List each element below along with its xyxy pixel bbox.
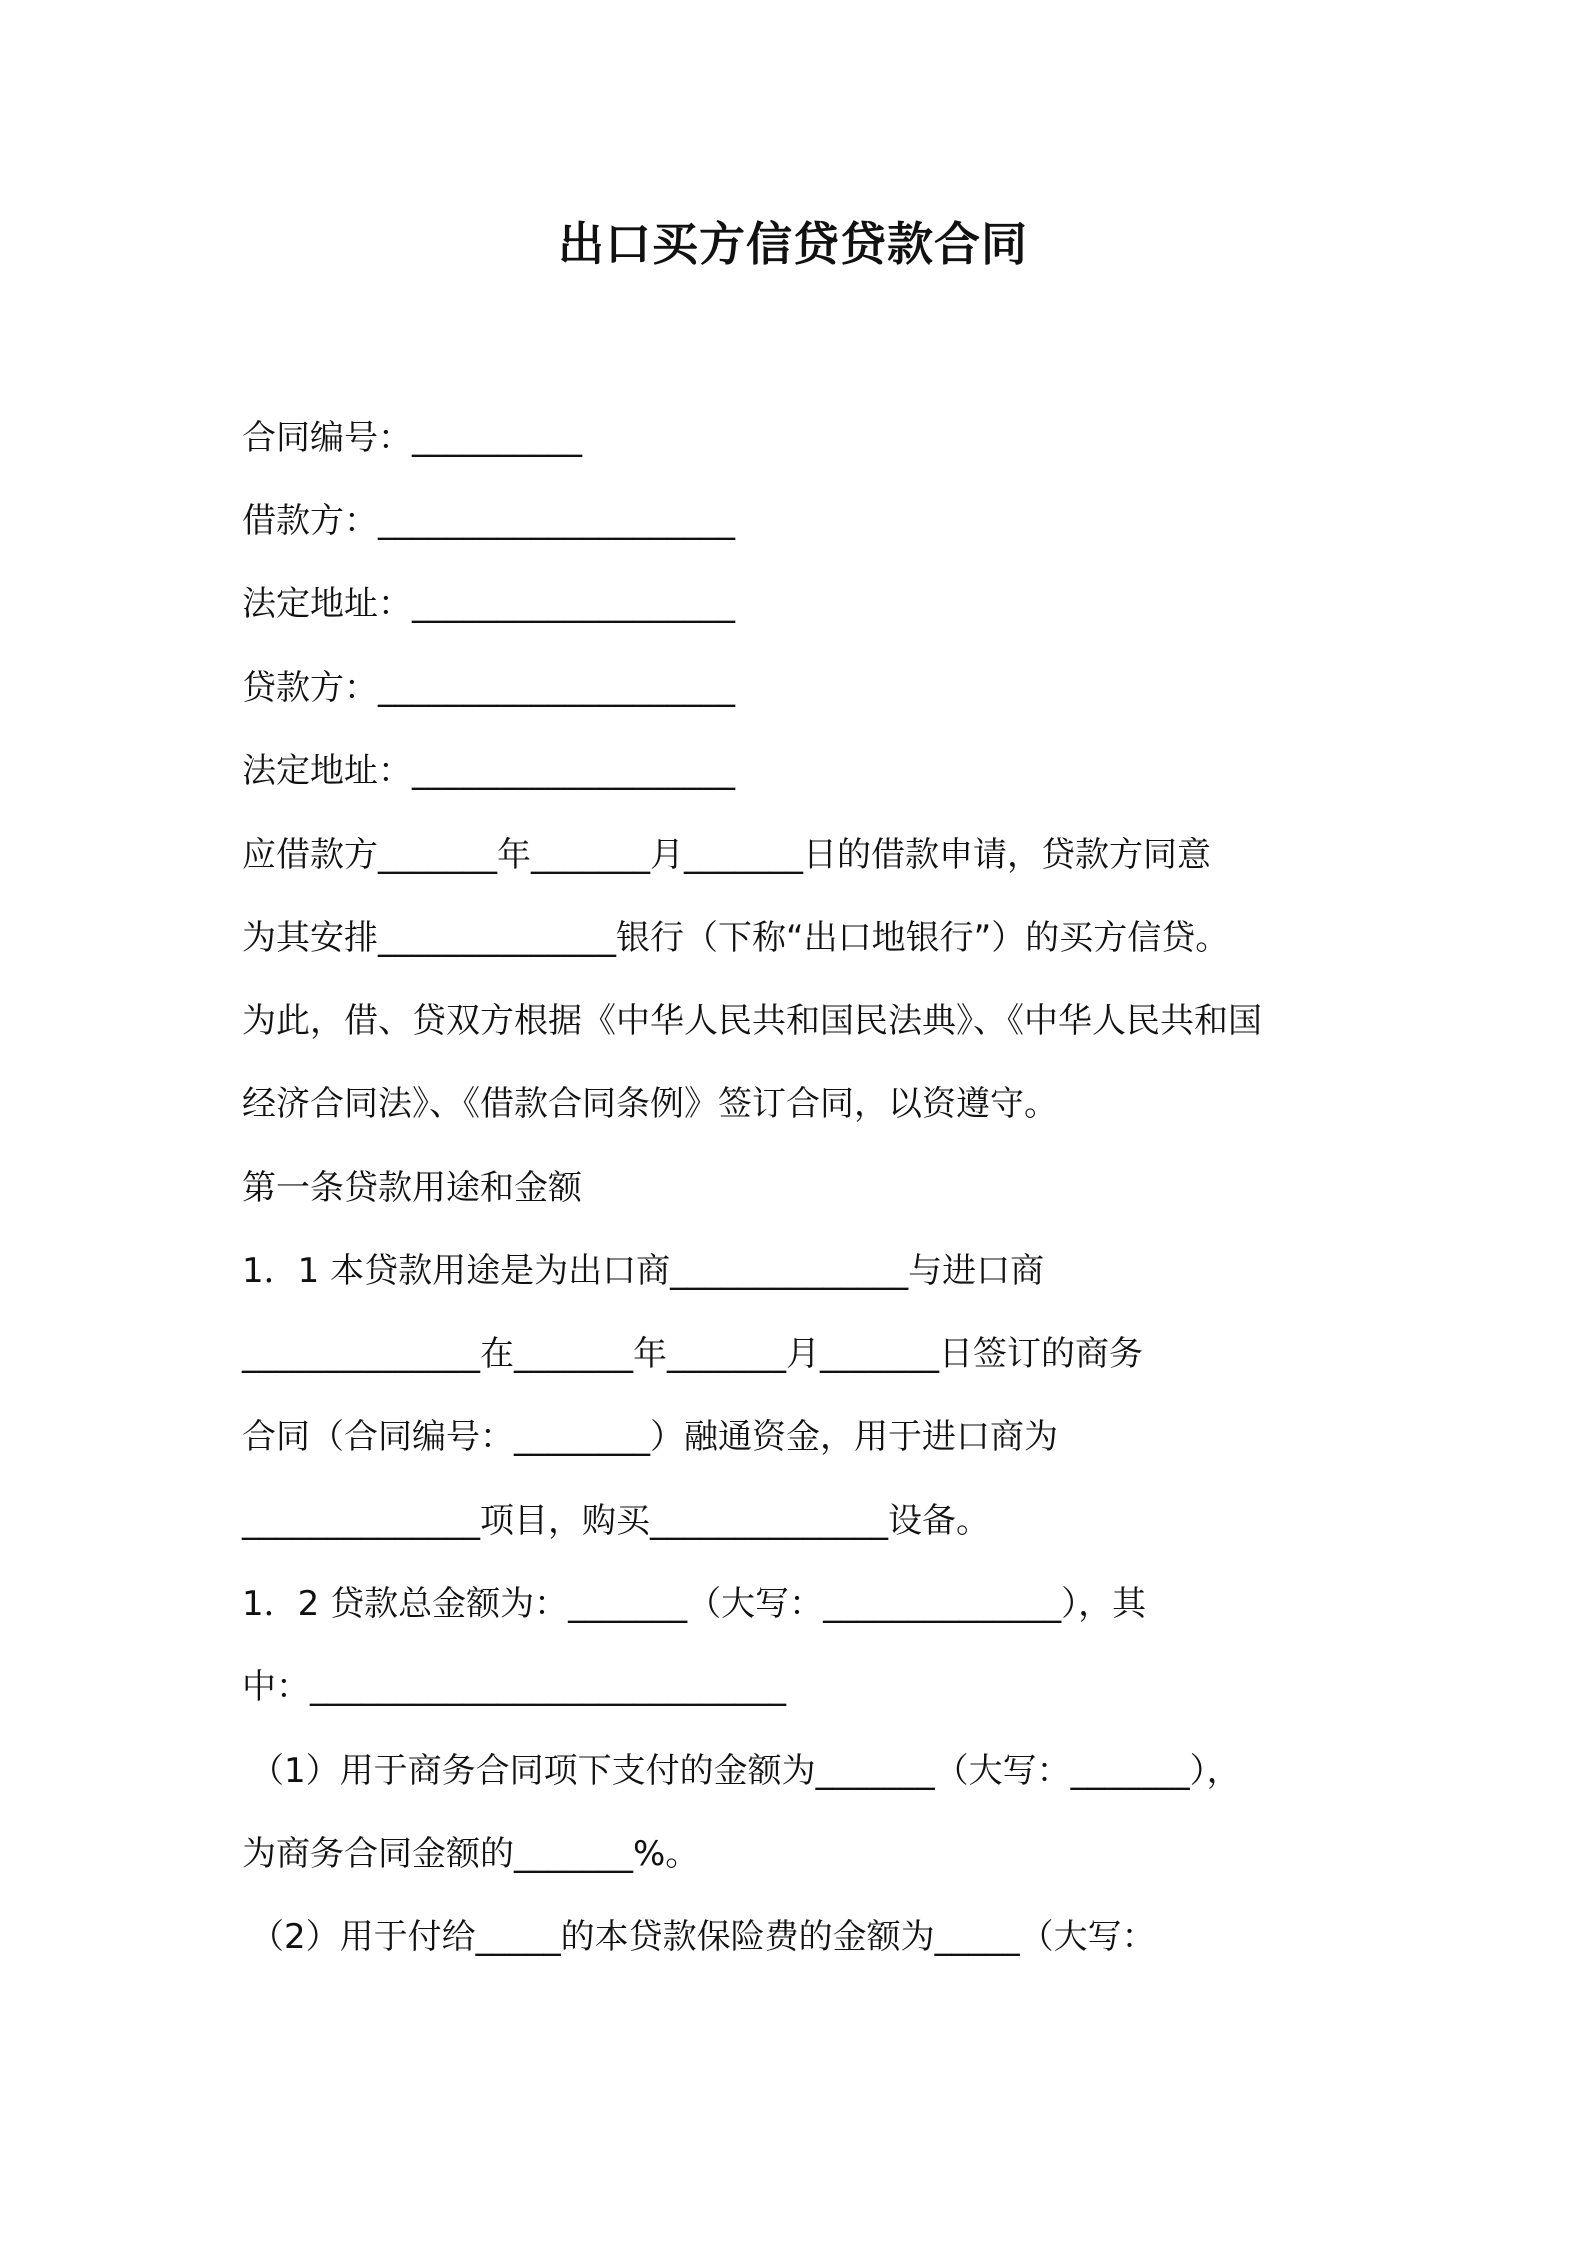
lender-address-line: 法定地址：___________________ [242,751,735,791]
article-one-heading: 第一条贷款用途和金额 [242,1168,582,1208]
clause-1-1-line-3: 合同（合同编号：________）融通资金，用于进口商为 [242,1417,1058,1457]
borrower-line: 借款方：_____________________ [242,501,735,541]
lender-line: 贷款方：_____________________ [242,668,735,708]
preamble-line-1: 应借款方_______年_______月_______日的借款申请，贷款方同意 [242,835,1211,875]
contract-number-line: 合同编号：__________ [242,418,582,458]
clause-1-1-line-4: ______________项目，购买______________设备。 [242,1501,990,1541]
document-title: 出口买方信贷贷款合同 [558,217,1028,271]
item-2-line-1: （2）用于付给_____的本贷款保险费的金额为_____（大写： [250,1917,1156,1957]
item-1-line-2: 为商务合同金额的_______%。 [242,1834,700,1874]
clause-1-1-line-2: ______________在_______年_______月_______日签订的商务 [242,1334,1143,1374]
clause-1-2-line-2: 中：____________________________ [242,1667,786,1707]
borrower-address-line: 法定地址：___________________ [242,584,735,624]
preamble-line-3: 为此，借、贷双方根据《中华人民共和国民法典》、《中华人民共和国 [242,1001,1262,1041]
item-1-line-1: （1）用于商务合同项下支付的金额为_______（大写：_______）， [250,1751,1241,1791]
preamble-line-2: 为其安排______________银行（下称“出口地银行”）的买方信贷。 [242,918,1230,958]
clause-1-2-line-1: 1．2 贷款总金额为：_______（大写：______________），其 [242,1584,1147,1624]
preamble-line-4: 经济合同法》、《借款合同条例》签订合同，以资遵守。 [242,1084,1058,1124]
clause-1-1-line-1: 1．1 本贷款用途是为出口商______________与进口商 [242,1251,1045,1291]
